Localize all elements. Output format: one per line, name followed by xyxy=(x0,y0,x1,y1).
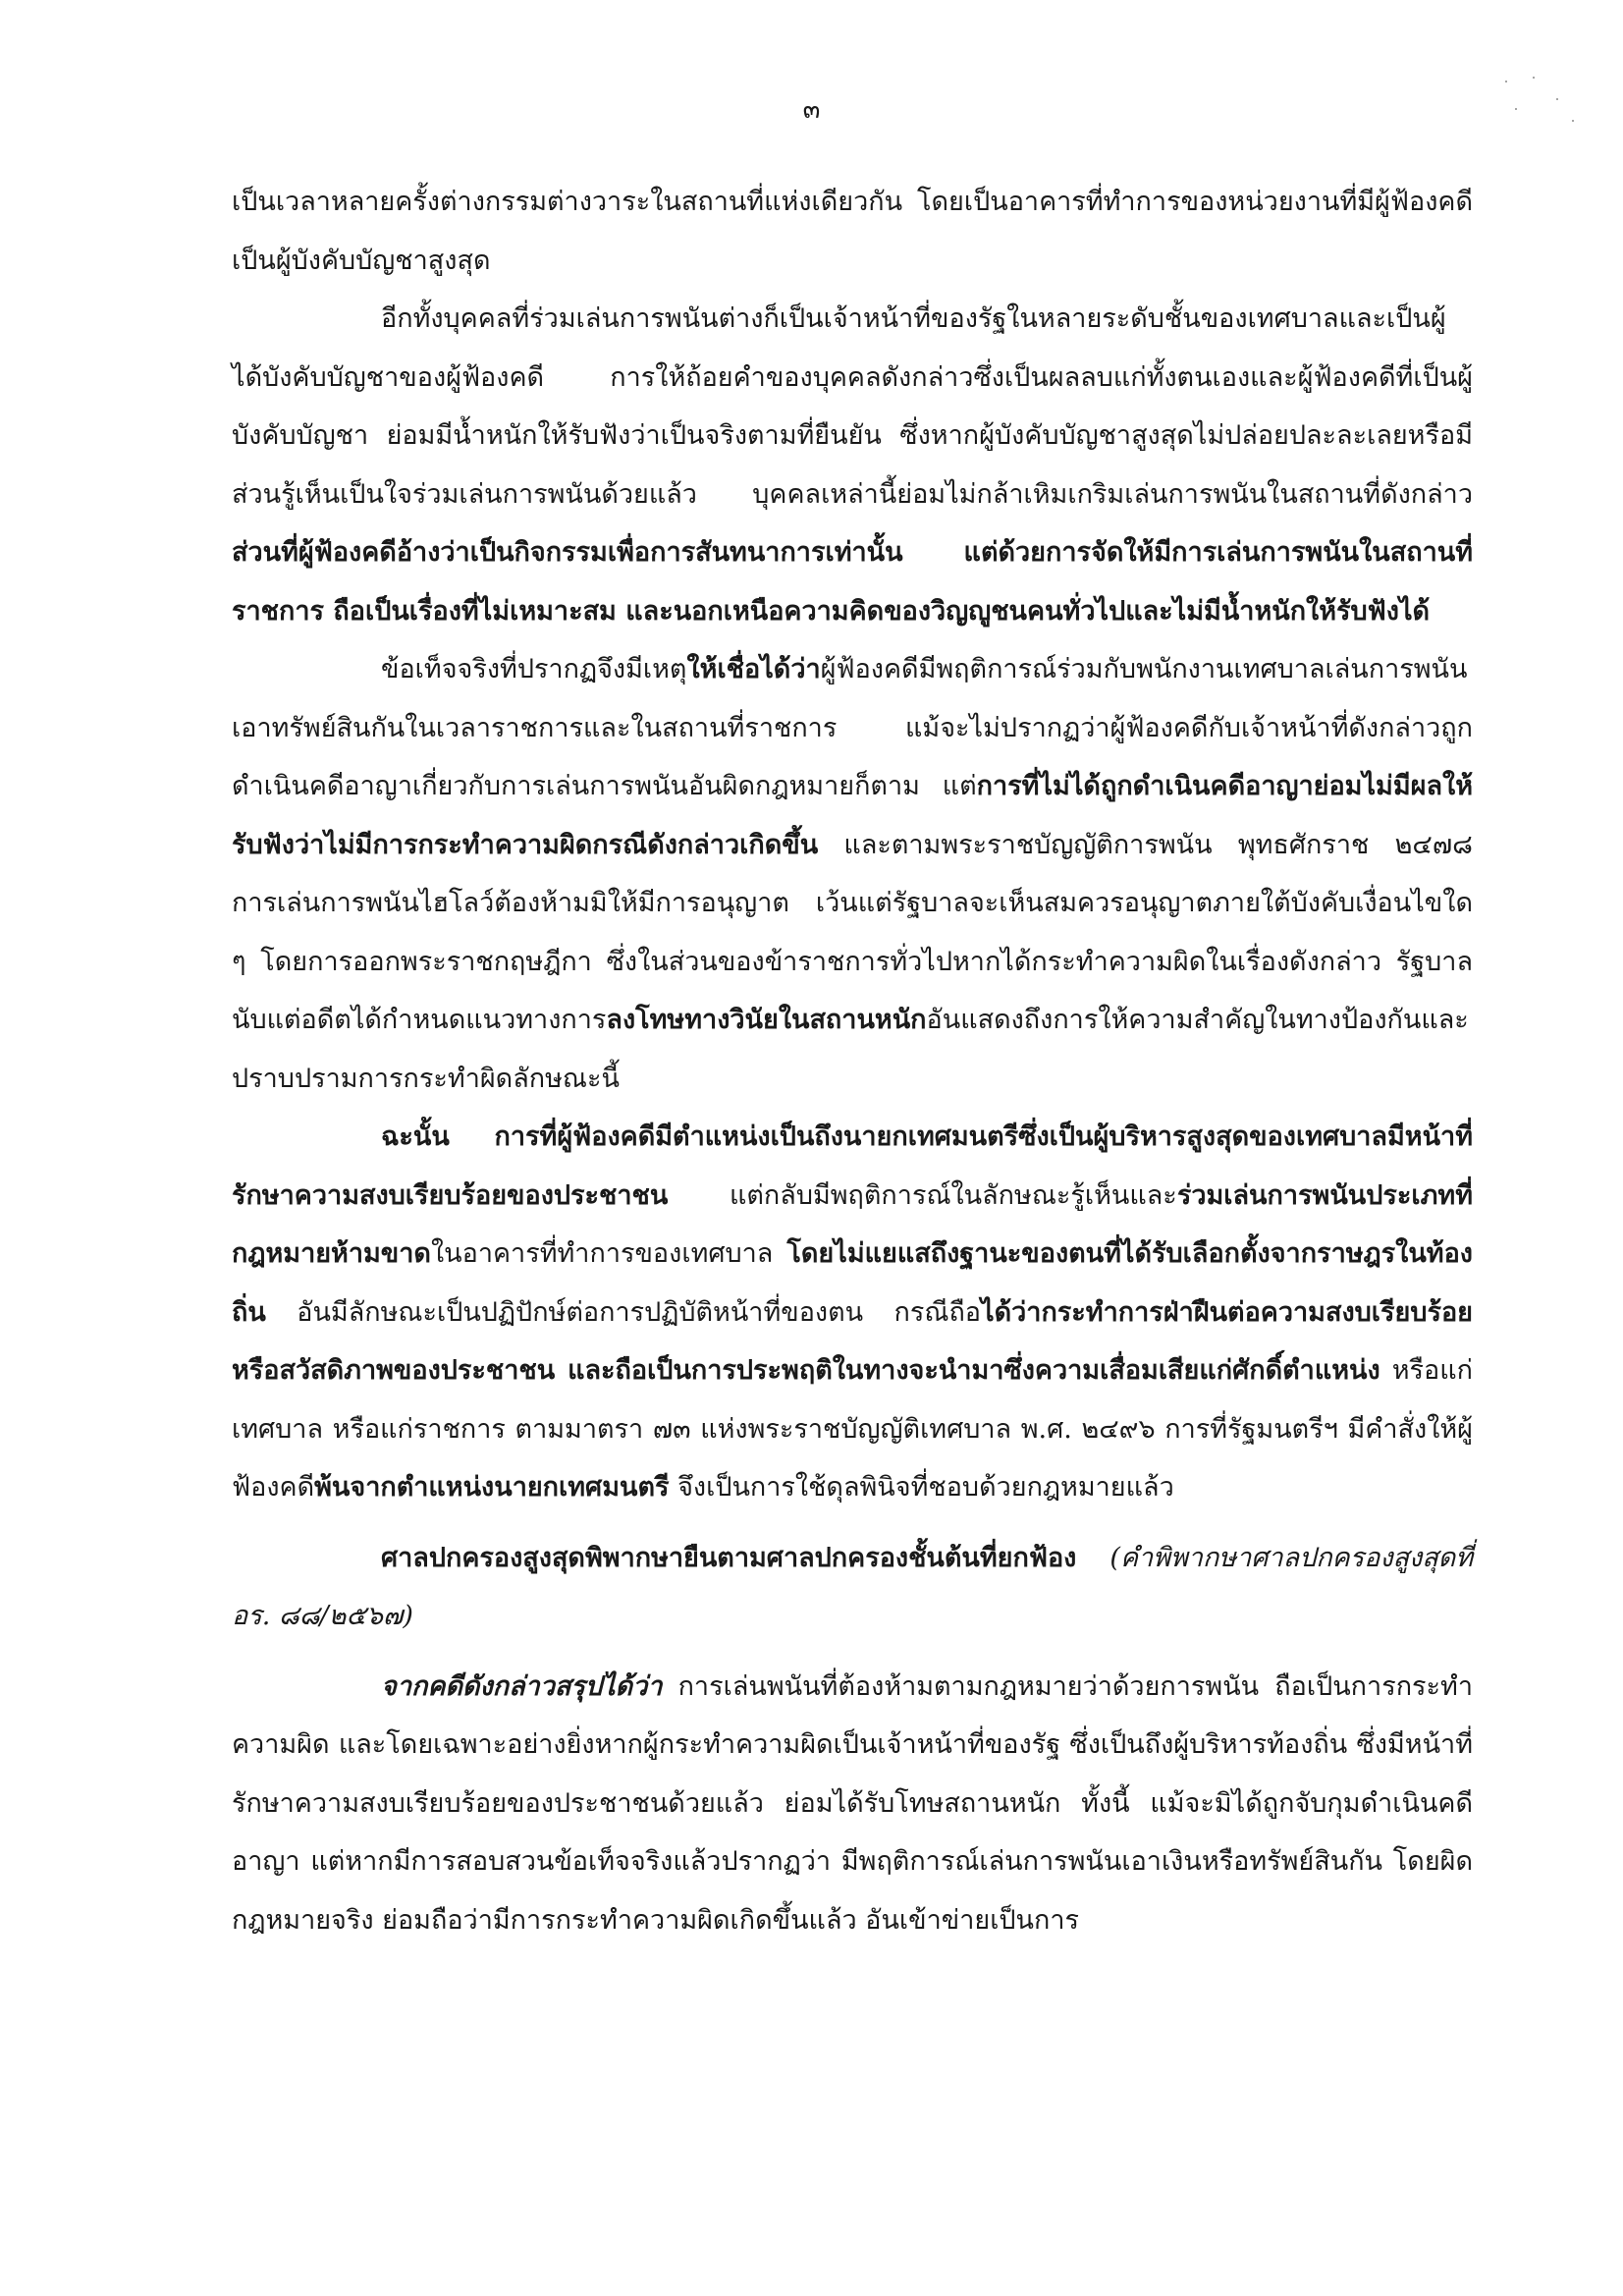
summary-text: การเล่นพนันที่ต้องห้ามตามกฎหมายว่าด้วยการพนัน ถือเป็นการกระทำความผิด และโดยเฉพาะอย่างยิ่งหากผู้กระทำความผิดเป็นเจ้าหน้าที่ของรัฐ ซึ่งเป็นถึงผู้บริหารท้องถิ่น ซึ่งมีหน้าที่รักษาความสงบเรียบร้อยของประชาชนด้วยแล้ว ย่อมได้รับโทษสถานหนัก ทั้งนี้ แม้จะมิได้ถูกจับกุมดำเนินคดีอาญา แต่หากมีการสอบสวนข้อเท็จจริงแล้วปรากฏว่า มีพฤติการณ์เล่นการพนันเอาเงินหรือทรัพย์สินกัน โดยผิดกฎหมายจริง ย่อมถือว่ามีการกระทำความผิดเกิดขึ้นแล้ว อันเข้าข่ายเป็นการ xyxy=(232,1670,1473,1936)
ruling-bold-text: ศาลปกครองสูงสุดพิพากษายืนตามศาลปกครองชั้นต้นที่ยกฟ้อง xyxy=(381,1542,1077,1573)
paragraph-3-bold-d: การที่ไม่ได้ถูกดำเนินคดีอาญาย่อมไม่มีผลให้รับฟังว่าไม่มีการกระทำความผิดกรณีดังกล่าวเกิดขึ้น xyxy=(232,771,1473,860)
paragraph-4-text-d: ในอาคารที่ทำการของเทศบาล xyxy=(430,1238,787,1269)
paragraph-6-summary xyxy=(232,1658,1473,1950)
summary-lead: จากคดีดังกล่าวสรุปได้ว่า xyxy=(381,1670,663,1702)
document-body xyxy=(232,173,1473,1949)
paragraph-3-text-a: ข้อเท็จจริงที่ปรากฏจึงมีเหตุ xyxy=(381,654,687,684)
paragraph-3-text-e: และตามพระราชบัญญัติการพนัน พุทธศักราช ๒๔๗๘ การเล่นการพนันไฮโลว์ต้องห้ามมิให้มีการอนุญาต เว้นแต่รัฐบาลจะเห็นสมควรอนุญาตภายใต้บังคับเงื่อนไขใด ๆ โดยการออกพระราชกฤษฎีกา ซึ่งในส่วนของข้าราชการทั่วไปหากได้กระทำความผิดในเรื่องดังกล่าว รัฐบาลนับแต่อดีตได้กำหนดแนวทางการ xyxy=(232,829,1473,1035)
paragraph-4-bold-i: พ้นจากตำแหน่งนายกเทศมนตรี xyxy=(314,1472,670,1503)
ruling-citation: (คำพิพากษาศาลปกครองสูงสุดที่ อร. ๘๘/๒๕๖๗) xyxy=(232,1542,1473,1631)
paragraph-4-text-f: อันมีลักษณะเป็นปฏิปักษ์ต่อการปฏิบัติหน้าที่ของตน กรณีถือ xyxy=(265,1296,982,1328)
paragraph-4-text-h: หรือแก่เทศบาล หรือแก่ราชการ ตามมาตรา ๗๓ แห่งพระราชบัญญัติเทศบาล พ.ศ. ๒๔๙๖ การที่รัฐมนตรีฯ มีคำสั่งให้ผู้ฟ้องคดี xyxy=(232,1355,1473,1503)
paragraph-2-text: อีกทั้งบุคคลที่ร่วมเล่นการพนันต่างก็เป็นเจ้าหน้าที่ของรัฐในหลายระดับชั้นของเทศบาลและเป็นผู้ได้บังคับบัญชาของผู้ฟ้องคดี การให้ถ้อยคำของบุคคลดังกล่าวซึ่งเป็นผลลบแก่ทั้งตนเองและผู้ฟ้องคดีที่เป็นผู้บังคับบัญชา ย่อมมีน้ำหนักให้รับฟังว่าเป็นจริงตามที่ยืนยัน ซึ่งหากผู้บังคับบัญชาสูงสุดไม่ปล่อยปละละเลยหรือมีส่วนรู้เห็นเป็นใจร่วมเล่นการพนันด้วยแล้ว บุคคลเหล่านี้ย่อมไม่กล้าเหิมเกริมเล่นการพนันในสถานที่ดังกล่าว xyxy=(232,303,1473,510)
scan-specks-decoration xyxy=(1495,69,1584,137)
paragraph-4 xyxy=(232,1108,1473,1517)
paragraph-4-bold-e: โดยไม่แยแสถึงฐานะของตนที่ได้รับเลือกตั้งจากราษฎรในท้องถิ่น xyxy=(232,1238,1473,1328)
paragraph-1-text: เป็นเวลาหลายครั้งต่างกรรมต่างวาระในสถานที่แห่งเดียวกัน โดยเป็นอาคารที่ทำการของหน่วยงานที่มีผู้ฟ้องคดีเป็นผู้บังคับบัญชาสูงสุด xyxy=(232,187,1473,276)
paragraph-5-ruling xyxy=(232,1529,1473,1646)
paragraph-3 xyxy=(232,640,1473,1108)
page-number: ๓ xyxy=(802,95,821,125)
paragraph-3-text-g: อันแสดงถึงการให้ความสำคัญในทางป้องกันและปราบปรามการกระทำผิดลักษณะนี้ xyxy=(232,1005,1469,1094)
paragraph-4-text-j: จึงเป็นการใช้ดุลพินิจที่ชอบด้วยกฎหมายแล้ว xyxy=(669,1472,1174,1503)
paragraph-3-text-c: ผู้ฟ้องคดีมีพฤติการณ์ร่วมกับพนักงานเทศบาลเล่นการพนันเอาทรัพย์สินกันในเวลาราชการและในสถานที่ราชการ แม้จะไม่ปรากฏว่าผู้ฟ้องคดีกับเจ้าหน้าที่ดังกล่าวถูกดำเนินคดีอาญาเกี่ยวกับการเล่นการพนันอันผิดกฎหมายก็ตาม แต่ xyxy=(232,654,1473,801)
paragraph-4-bold-c: ร่วมเล่นการพนันประเภทที่กฎหมายห้ามขาด xyxy=(232,1179,1473,1269)
paragraph-1 xyxy=(232,173,1473,290)
paragraph-2-bold-text: ส่วนที่ผู้ฟ้องคดีอ้างว่าเป็นกิจกรรมเพื่อการสันทนาการเท่านั้น แต่ด้วยการจัดให้มีการเล่นการพนันในสถานที่ราชการ ถือเป็นเรื่องที่ไม่เหมาะสม และนอกเหนือความคิดของวิญญูชนคนทั่วไปและไม่มีน้ำหนักให้รับฟังได้ xyxy=(232,537,1473,627)
paragraph-3-bold-b: ให้เชื่อได้ว่า xyxy=(686,654,821,684)
paragraph-4-bold-g: ได้ว่ากระทำการฝ่าฝืนต่อความสงบเรียบร้อยหรือสวัสดิภาพของประชาชน และถือเป็นการประพฤติในทางจะนำมาซึ่งความเสื่อมเสียแก่ศักดิ์ตำแหน่ง xyxy=(232,1296,1473,1386)
paragraph-3-bold-f: ลงโทษทางวินัยในสถานหนัก xyxy=(606,1005,927,1035)
paragraph-2 xyxy=(232,290,1473,640)
paragraph-4-text-b: แต่กลับมีพฤติการณ์ในลักษณะรู้เห็นและ xyxy=(668,1179,1177,1211)
paragraph-4-bold-a: ฉะนั้น การที่ผู้ฟ้องคดีมีตำแหน่งเป็นถึงนายกเทศมนตรีซึ่งเป็นผู้บริหารสูงสุดของเทศบาลมีหน้าที่รักษาความสงบเรียบร้อยของประชาชน xyxy=(232,1121,1473,1211)
